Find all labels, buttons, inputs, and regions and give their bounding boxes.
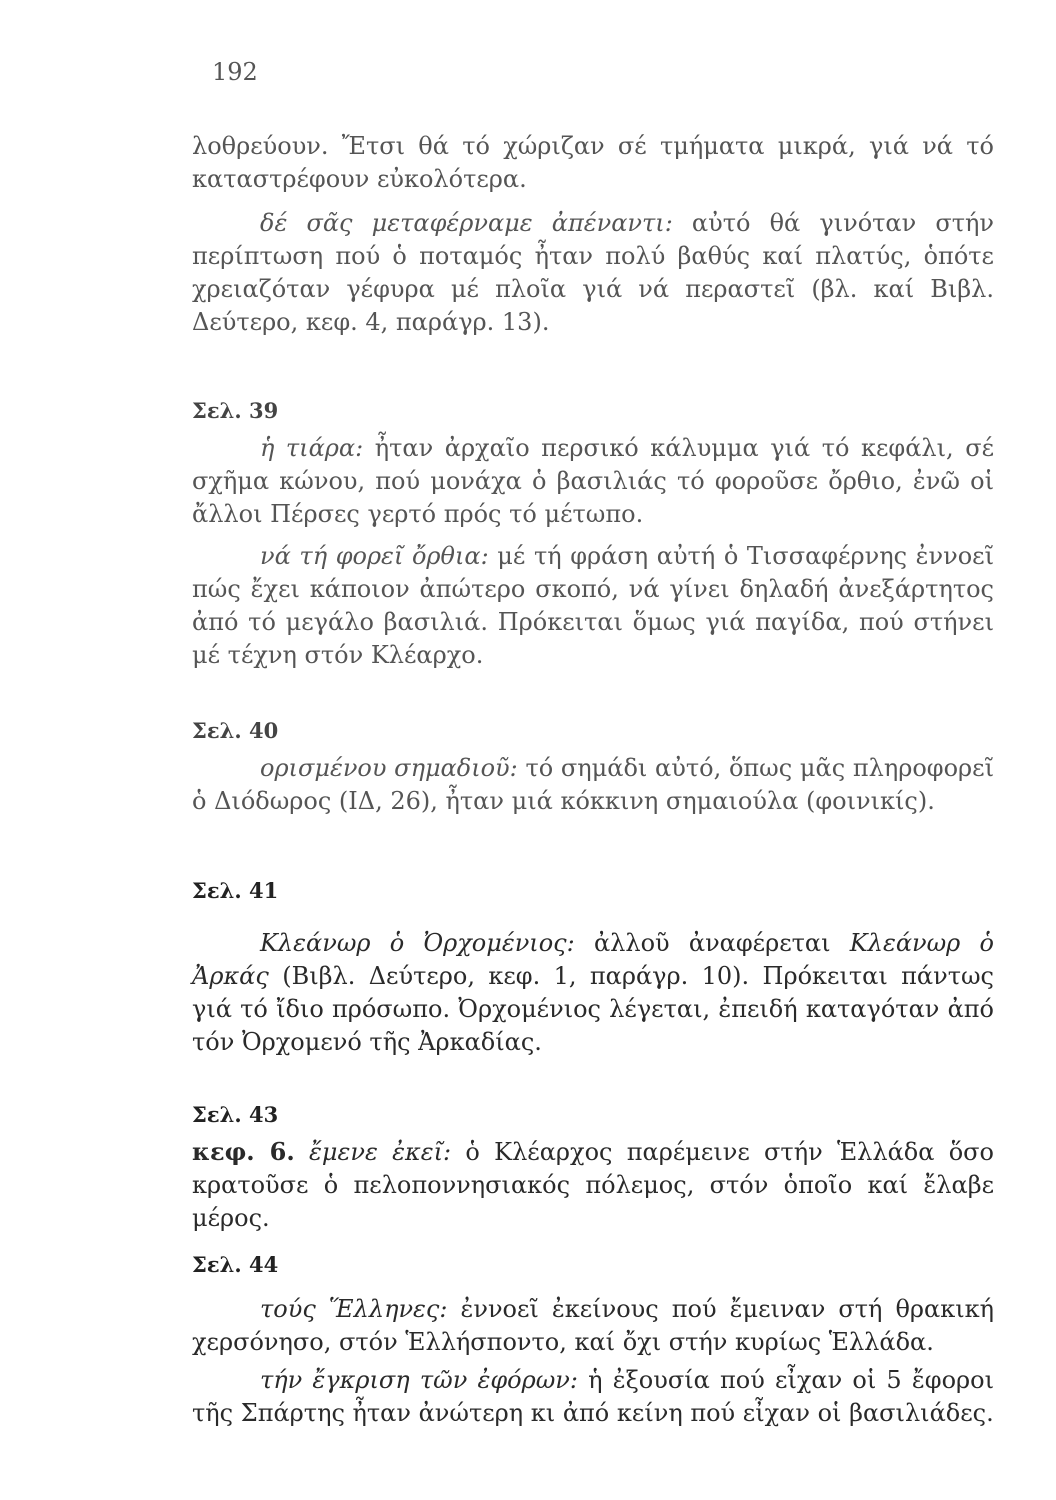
note-text: ἡ ἐξουσία πού εἶχαν οἱ 5 ἔφοροι τῆς Σπάρτης ἦταν ἀνώτερη κι ἀπό κείνη πού εἶχαν οἱ βασιλιάδες. bbox=[192, 1366, 994, 1427]
note-text: αὐτό θά γινόταν στήν περίπτωση πού ὁ ποταμός ἦταν πολύ βαθύς καί πλατύς, ὁπότε χρειαζόταν γέφυρα μέ πλοῖα γιά νά περαστεῖ (βλ. καί Βιβλ. Δεύτερο, κεφ. 4, παράγρ. 13). bbox=[192, 209, 994, 336]
note-text: (Βιβλ. Δεύτερο, κεφ. 1, παράγρ. 10). Πρόκειται πάντως γιά τό ἴδιο πρόσωπο. Ὀρχομένιος λέγεται, ἐπειδή καταγόταν ἀπό τόν Ὀρχομενό τῆς Ἀρκαδίας. bbox=[192, 962, 994, 1056]
note-paragraph bbox=[192, 1135, 994, 1235]
note-text: μέ τή φράση αὐτή ὁ Τισσαφέρνης ἐννοεῖ πώς ἔχει κάποιον ἀπώτερο σκοπό, νά γίνει δηλαδή ἀνεξάρτητος ἀπό τό μεγάλο βασιλιά. Πρόκειται ὅμως γιά παγίδα, πού στήνει μέ τέχνη στόν Κλέαρχο. bbox=[192, 542, 995, 669]
note-text: ὁ Κλέαρχος παρέμεινε στήν Ἑλλάδα ὅσο κρατοῦσε ὁ πελοποννησιακός πόλεμος, στόν ὁποῖο καί ἔλαβε μέρος. bbox=[192, 1138, 995, 1232]
paragraph-text: λοθρεύουν. Ἔτσι θά τό χώριζαν σέ τμήματα μικρά, γιά νά τό καταστρέφουν εὐκολότερα. bbox=[192, 132, 994, 193]
note-text: τό σημάδι αὐτό, ὅπως μᾶς πληροφορεῖ ὁ Διόδωρος (ΙΔ, 26), ἦταν μιά κόκκινη σημαιούλα (φοινικίς). bbox=[192, 754, 994, 815]
note-paragraph bbox=[192, 752, 994, 818]
note-term: ἔμενε ἐκεῖ: bbox=[294, 1138, 452, 1166]
note-paragraph bbox=[192, 540, 994, 672]
page-number: 192 bbox=[212, 58, 258, 86]
note-paragraph bbox=[192, 927, 994, 1059]
section-heading: Σελ. 43 bbox=[192, 1102, 279, 1127]
note-term: δέ σᾶς μεταφέρναμε ἀπέναντι: bbox=[260, 209, 673, 237]
note-paragraph bbox=[192, 207, 994, 339]
note-term: Κλεάνωρ ὁ Ἀρκάς bbox=[192, 929, 994, 990]
section-heading: Σελ. 44 bbox=[192, 1252, 279, 1277]
note-term: Κλεάνωρ ὁ Ὀρχομένιος: bbox=[260, 929, 575, 957]
note-term: νά τή φορεῖ ὄρθια: bbox=[260, 542, 489, 570]
note-text: ἀλλοῦ ἀναφέρεται bbox=[574, 929, 850, 957]
note-text: ἐννοεῖ ἐκείνους πού ἔμειναν στή θρακική χερσόνησο, στόν Ἑλλήσποντο, καί ὄχι στήν κυρίως Ἑλλάδα. bbox=[192, 1295, 994, 1356]
note-term: τήν ἔγκριση τῶν ἐφόρων: bbox=[260, 1366, 578, 1394]
note-term: τούς Ἕλληνες: bbox=[260, 1295, 448, 1323]
note-term: ἡ τιάρα: bbox=[260, 434, 364, 462]
note-term: ορισμένου σημαδιοῦ: bbox=[260, 754, 518, 782]
note-paragraph bbox=[192, 1293, 994, 1359]
chapter-label: κεφ. 6. bbox=[192, 1137, 295, 1166]
note-paragraph bbox=[192, 432, 994, 531]
note-paragraph bbox=[192, 1364, 994, 1430]
note-text: ἦταν ἀρχαῖο περσικό κάλυμμα γιά τό κεφάλι, σέ σχῆμα κώνου, πού μονάχα ὁ βασιλιάς τό φοροῦσε ὄρθιο, ἐνῶ οἱ ἄλλοι Πέρσες γερτό πρός τό μέτωπο. bbox=[192, 434, 995, 528]
section-heading: Σελ. 41 bbox=[192, 878, 279, 903]
intro-paragraph bbox=[192, 130, 994, 196]
section-heading: Σελ. 40 bbox=[192, 718, 279, 743]
section-heading: Σελ. 39 bbox=[192, 398, 279, 423]
